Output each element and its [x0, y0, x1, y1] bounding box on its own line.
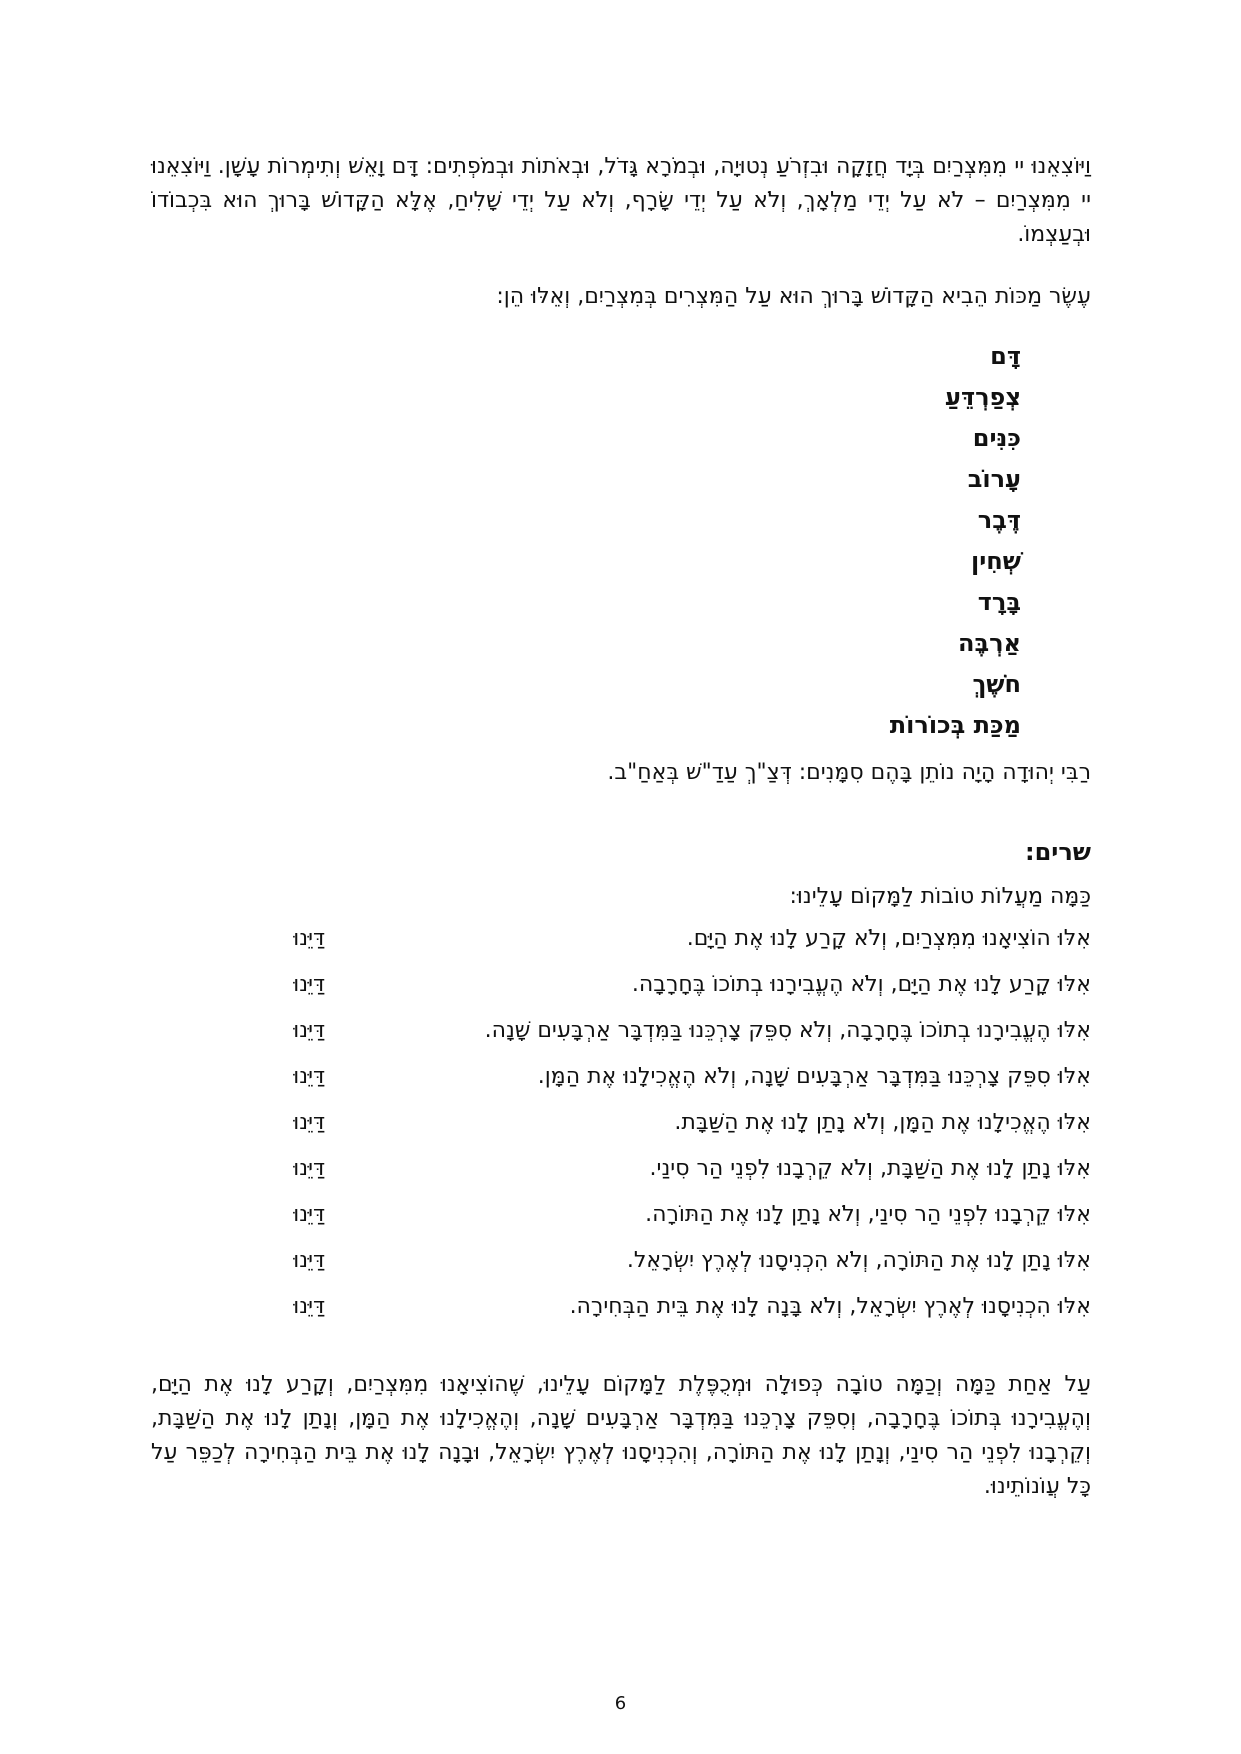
dayenu-verse: אִלּוּ הוֹצִיאָנוּ מִמִּצְרַיִם, וְלֹא קָרַע לָנוּ אֶת הַיָּם. [686, 926, 1091, 951]
dayenu-verse: אִלּוּ נָתַן לָנוּ אֶת הַתּוֹרָה, וְלֹא הִכְנִיסָנוּ לְאֶרֶץ יִשְׂרָאֵל. [626, 1248, 1091, 1273]
plagues-intro: עֶשֶׂר מַכּוֹת הֵבִיא הַקָּדוֹשׁ בָּרוּךְ הוּא עַל הַמִּצְרִים בְּמִצְרַיִם, וְאֵלּוּ הֵן: [496, 284, 1091, 309]
dayenu-verse: אִלּוּ הֶאֱכִילָנוּ אֶת הַמָּן, וְלֹא נָתַן לָנוּ אֶת הַשַּׁבָּת. [674, 1110, 1091, 1135]
dayenu-verse: אִלּוּ סִפֵּק צָרְכֵּנוּ בַּמִּדְבָּר אַרְבָּעִים שָׁנָה, וְלֹא הֶאֱכִילָנוּ אֶת הַמָּן. [537, 1064, 1091, 1089]
plague-item: כִּנִּים [972, 424, 1021, 452]
rabbi-yehuda-signs: רַבִּי יְהוּדָה הָיָה נוֹתֵן בָּהֶם סִמָּנִים: דְּצַ"ךְ עַדַ"שׁ בְּאַחַ"ב. [607, 760, 1091, 785]
dayenu-verse: אִלּוּ הֶעֱבִירָנוּ בְתוֹכוֹ בֶּחָרָבָה, וְלֹא סִפֵּק צָרְכֵּנוּ בַּמִּדְבָּר אַרְבָּעִים שָׁנָה. [484, 1018, 1091, 1043]
dayenu-refrain: דַּיֵּנוּ [293, 1064, 325, 1089]
dayenu-row [151, 1156, 1091, 1202]
plague-item: מַכַּת בְּכוֹרוֹת [889, 711, 1021, 739]
dayenu-refrain: דַּיֵּנוּ [293, 1018, 325, 1043]
dayenu-refrain: דַּיֵּנוּ [293, 972, 325, 997]
dayenu-row [151, 1294, 1091, 1340]
dayenu-refrain: דַּיֵּנוּ [293, 1110, 325, 1135]
dayenu-refrain: דַּיֵּנוּ [293, 926, 325, 951]
plague-item: דָּם [990, 342, 1021, 370]
dayenu-refrain: דַּיֵּנוּ [293, 1202, 325, 1227]
page-content [151, 150, 1091, 1504]
dayenu-row [151, 1248, 1091, 1294]
plagues-list [151, 336, 1021, 746]
dayenu-refrain: דַּיֵּנוּ [293, 1248, 325, 1273]
dayenu-row [151, 1064, 1091, 1110]
dayenu-verse: אִלּוּ קָרַע לָנוּ אֶת הַיָּם, וְלֹא הֶעֱבִירָנוּ בְתוֹכוֹ בֶּחָרָבָה. [631, 972, 1091, 997]
dayenu-row [151, 926, 1091, 972]
dayenu-refrain: דַּיֵּנוּ [293, 1294, 325, 1319]
dayenu-row [151, 1110, 1091, 1156]
plague-item: צְפַרְדֵּעַ [945, 383, 1021, 411]
plague-item: חֹשֶׁךְ [972, 670, 1021, 698]
dayenu-refrain: דַּיֵּנוּ [293, 1156, 325, 1181]
intro-paragraph: וַיּוֹצִאֵנוּ יי מִמִּצְרַיִם בְּיָד חֲזָקָה וּבִזְרֹעַ נְטוּיָה, וּבְמֹרָא גָּדֹל, וּבְאֹתוֹת וּבְמֹפְתִים: דָּם וָאֵשׁ וְתִימְרוֹת עָשָׁן. וַיּוֹצִאֵנוּ יי מִמִּצְרַיִם – לֹא עַל יְדֵי מַלְאָךְ, וְלֹא עַל יְדֵי שָׂרָף, וְלֹא עַל יְדֵי שָׁלִיחַ, אֶלָּא הַקָּדוֹשׁ בָּרוּךְ הוּא בִּכְבוֹדוֹ וּבְעַצְמוֹ. [151, 154, 1091, 247]
plague-item: עָרוֹב [967, 465, 1021, 493]
dayenu-row [151, 972, 1091, 1018]
dayenu-row [151, 1018, 1091, 1064]
dayenu-verse: אִלּוּ הִכְנִיסָנוּ לְאֶרֶץ יִשְׂרָאֵל, וְלֹא בָּנָה לָנוּ אֶת בֵּית הַבְּחִירָה. [569, 1294, 1091, 1319]
plague-item: אַרְבֶּה [957, 629, 1021, 657]
page-number: 6 [614, 1693, 627, 1714]
dayenu-row [151, 1202, 1091, 1248]
plague-item: דֶּבֶר [977, 506, 1021, 534]
dayenu-verse: אִלּוּ קֵרְבָנוּ לִפְנֵי הַר סִינַי, וְלֹא נָתַן לָנוּ אֶת הַתּוֹרָה. [645, 1202, 1091, 1227]
kama-maalot-intro: כַּמָּה מַעֲלוֹת טוֹבוֹת לַמָּקוֹם עָלֵינוּ: [789, 884, 1091, 909]
dayenu-verse: אִלּוּ נָתַן לָנוּ אֶת הַשַּׁבָּת, וְלֹא קֵרְבָנוּ לִפְנֵי הַר סִינַי. [649, 1156, 1091, 1181]
closing-paragraph: עַל אַחַת כַּמָּה וְכַמָּה טוֹבָה כְּפוּלָה וּמְכֻפֶּלֶת לַמָּקוֹם עָלֵינוּ, שֶׁהוֹצִיאָנוּ מִמִּצְרַיִם, וְקָרַע לָנוּ אֶת הַיָּם, וְהֶעֱבִירָנוּ בְּתוֹכוֹ בֶּחָרָבָה, וְסִפֵּק צָרְכֵּנוּ בַּמִּדְבָּר אַרְבָּעִים שָׁנָה, וְהֶאֱכִילָנוּ אֶת הַמָּן, וְנָתַן לָנוּ אֶת הַשַּׁבָּת, וְקֵרְבָנוּ לִפְנֵי הַר סִינַי, וְנָתַן לָנוּ אֶת הַתּוֹרָה, וְהִכְנִיסָנוּ לְאֶרֶץ יִשְׂרָאֵל, וּבָנָה לָנוּ אֶת בֵּית הַבְּחִירָה לְכַפֵּר עַל כָּל עֲוֹנוֹתֵינוּ. [151, 1372, 1091, 1499]
plague-item: שְׁחִין [971, 547, 1021, 575]
dayenu-list [151, 926, 1091, 1340]
songs-heading: שרים: [1024, 838, 1091, 866]
plague-item: בָּרָד [977, 588, 1021, 616]
